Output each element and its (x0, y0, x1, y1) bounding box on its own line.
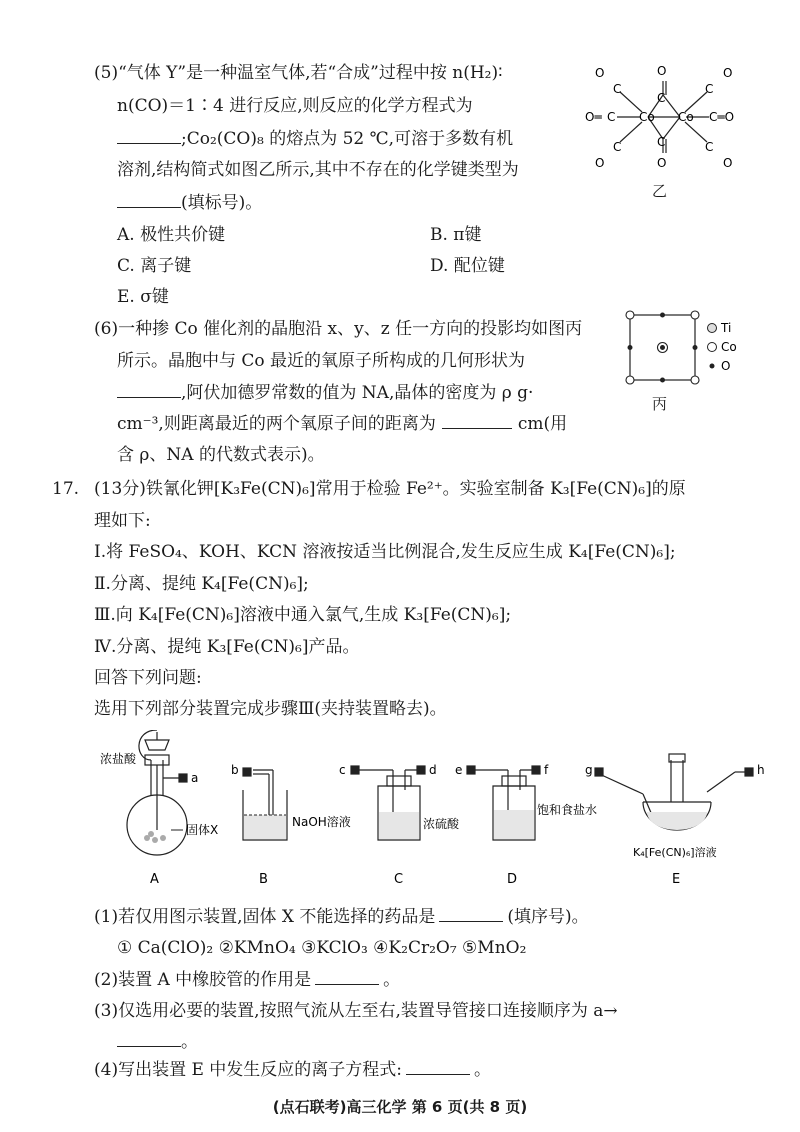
q17-sub2: (2)装置 A 中橡胶管的作用是 。 (94, 970, 401, 990)
apparatus-b-letter: B (259, 872, 268, 887)
svg-text:C: C (705, 140, 714, 154)
option-b: B. π键 (430, 225, 482, 245)
q17-sub3-cont: 。 (117, 1030, 198, 1053)
atom-o: O (657, 64, 667, 78)
q17-number: 17. (52, 479, 80, 499)
apparatus-c-letter: C (394, 872, 404, 887)
q16-6-line1: (6)一种掺 Co 催化剂的晶胞沿 x、y、z 任一方向的投影均如图丙 (94, 319, 583, 339)
svg-text:C: C (607, 110, 616, 124)
q17-prompt: 回答下列问题: (94, 668, 202, 688)
svg-text:C: C (613, 82, 622, 96)
svg-text:O: O (657, 156, 667, 170)
answer-blank[interactable] (315, 968, 379, 985)
legend-co: Co (721, 340, 737, 354)
q17-sub1: (1)若仅用图示装置,固体 X 不能选择的药品是 (填序号)。 (94, 907, 589, 927)
label-solid-x: 固体X (186, 823, 219, 837)
svg-text:C: C (613, 140, 622, 154)
q17-step-4: Ⅳ.分离、提纯 K₃[Fe(CN)₆]产品。 (94, 637, 360, 657)
atom-co-right: Co (678, 110, 694, 124)
svg-text:h: h (757, 763, 765, 777)
q16-6-line3: ,阿伏加德罗常数的值为 NA,晶体的密度为 ρ g· (117, 381, 533, 404)
answer-blank[interactable] (117, 1030, 181, 1047)
answer-blank[interactable] (406, 1058, 470, 1075)
svg-text:C: C (657, 135, 666, 149)
svg-text:e: e (455, 763, 463, 777)
svg-text:c: c (339, 763, 346, 777)
label-k4-solution: K₄[Fe(CN)₆]溶液 (633, 846, 717, 859)
svg-text:C═O: C═O (709, 110, 735, 124)
apparatus-a-letter: A (150, 872, 159, 887)
answer-blank[interactable] (117, 191, 181, 208)
q16-6-line4: cm⁻³,则距离最近的两个氧原子间的距离为 cm(用 (117, 414, 568, 434)
answer-blank[interactable] (117, 381, 181, 398)
apparatus-e-letter: E (672, 872, 681, 887)
q16-5-line4: 溶剂,结构简式如图乙所示,其中不存在的化学键类型为 (117, 160, 519, 180)
q17-sub3: (3)仅选用必要的装置,按照气流从左至右,装置导管接口连接顺序为 a→ (94, 1001, 618, 1021)
svg-text:O: O (595, 156, 605, 170)
figure-co2co8-structure (585, 55, 755, 205)
option-c: C. 离子键 (117, 256, 192, 276)
label-sat-nacl: 饱和食盐水 (537, 803, 598, 817)
q16-5-line3: ;Co₂(CO)₈ 的熔点为 52 ℃,可溶于多数有机 (117, 127, 513, 150)
option-e: E. σ键 (117, 287, 169, 307)
apparatus-figure (95, 730, 775, 895)
q17-sub1-choices: ① Ca(ClO)₂ ②KMnO₄ ③KClO₃ ④K₂Cr₂O₇ ⑤MnO₂ (117, 938, 527, 958)
legend-ti: Ti (721, 321, 732, 335)
q16-5-line2: n(CO)＝1∶4 进行反应,则反应的化学方程式为 (117, 96, 473, 116)
svg-text:O: O (723, 156, 733, 170)
svg-text:a: a (191, 771, 199, 785)
figure-label-yi: 乙 (652, 182, 668, 200)
q17-intro-line2: 理如下: (94, 511, 151, 531)
q16-6-line2: 所示。晶胞中与 Co 最近的氧原子所构成的几何形状为 (117, 351, 526, 371)
svg-text:C: C (657, 91, 666, 105)
figure-crystal-projection (620, 310, 755, 390)
page-footer: (点石联考)高三化学 第 6 页(共 8 页) (272, 1098, 528, 1116)
answer-blank[interactable] (439, 905, 503, 922)
label-conc-h2so4: 浓硫酸 (423, 817, 460, 831)
legend-o: O (721, 359, 731, 373)
q17-step-1: Ⅰ.将 FeSO₄、KOH、KCN 溶液按适当比例混合,发生反应生成 K₄[Fe(CN)₆]; (94, 542, 676, 562)
figure-label-bing: 丙 (652, 395, 668, 413)
q16-5-line1: (5)“气体 Y”是一种温室气体,若“合成”过程中按 n(H₂)∶ (94, 63, 503, 83)
svg-text:b: b (231, 763, 239, 777)
answer-blank[interactable] (117, 127, 181, 144)
q17-sub4: (4)写出装置 E 中发生反应的离子方程式: 。 (94, 1060, 492, 1080)
option-d: D. 配位键 (430, 256, 505, 276)
q17-apparatus-intro: 选用下列部分装置完成步骤Ⅲ(夹持装置略去)。 (94, 699, 447, 719)
answer-blank[interactable] (442, 412, 512, 429)
svg-text:O═: O═ (585, 110, 602, 124)
svg-text:O: O (595, 66, 605, 80)
svg-text:O: O (723, 66, 733, 80)
apparatus-d-letter: D (507, 872, 518, 887)
option-a: A. 极性共价键 (117, 225, 226, 245)
q16-6-line5: 含 ρ、NA 的代数式表示)。 (117, 445, 325, 465)
q17-step-2: Ⅱ.分离、提纯 K₄[Fe(CN)₆]; (94, 574, 309, 594)
atom-co-left: Co (639, 110, 655, 124)
svg-text:g: g (585, 763, 593, 777)
label-conc-hcl: 浓盐酸 (100, 752, 137, 766)
q17-step-3: Ⅲ.向 K₄[Fe(CN)₆]溶液中通入氯气,生成 K₃[Fe(CN)₆]; (94, 605, 512, 625)
q16-5-line5: (填标号)。 (117, 191, 262, 214)
label-naoh: NaOH溶液 (292, 815, 351, 829)
svg-text:f: f (544, 763, 549, 777)
q17-intro-line1: (13分)铁氰化钾[K₃Fe(CN)₆]常用于检验 Fe²⁺。实验室制备 K₃[Fe(CN)₆]的原 (94, 479, 686, 499)
svg-text:d: d (429, 763, 437, 777)
svg-text:C: C (705, 82, 714, 96)
